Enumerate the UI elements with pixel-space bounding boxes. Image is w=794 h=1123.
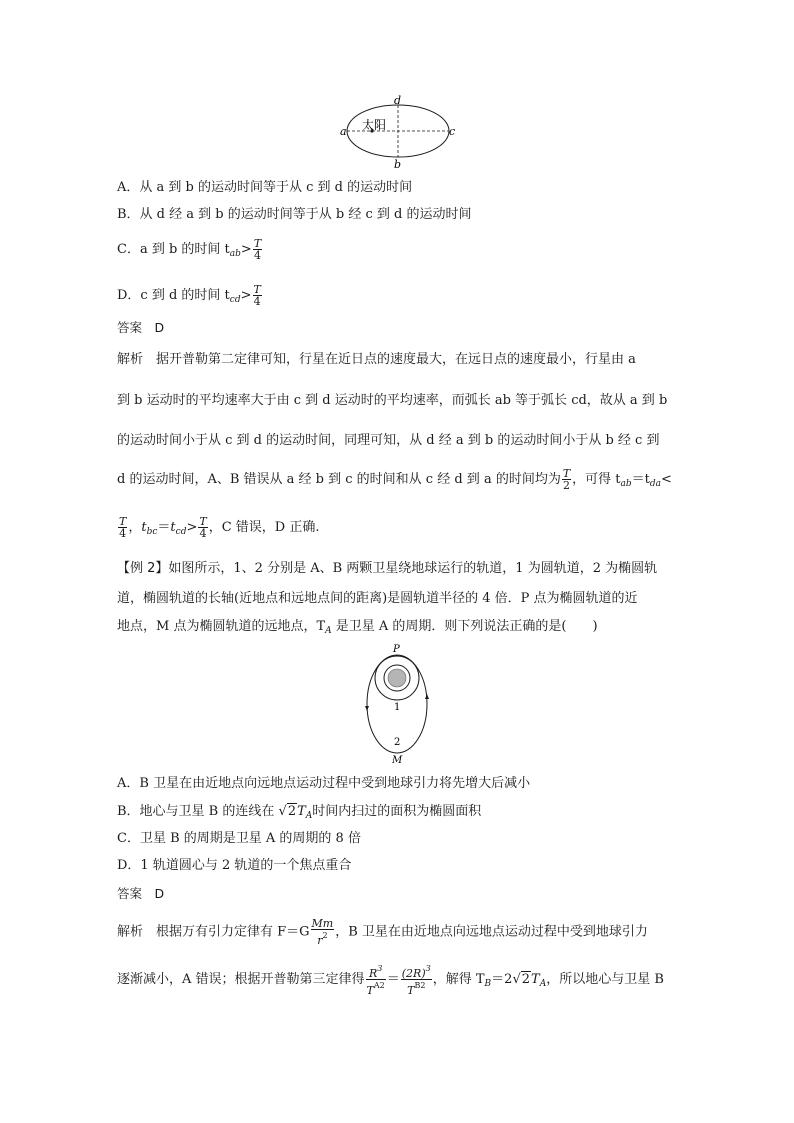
q2-exp1-text: 解析 根据万有引力定律有 F＝G bbox=[117, 924, 310, 940]
point-d-label: d bbox=[394, 94, 402, 107]
q2-option-b-suffix: 时间内扫过的面积为椭圆面积 bbox=[312, 804, 482, 819]
q1-option-c: C．a 到 b 的时间 $t_{ab}>$ $\frac{T}{4}$ bbox=[117, 237, 262, 262]
q1-exp4-fraction: $\frac{T}{2}$ bbox=[562, 467, 571, 492]
q2-option-d: D．1 轨道圆心与 2 轨道的一个焦点重合 bbox=[117, 858, 352, 873]
q2-label: 【例 2】 bbox=[117, 561, 169, 576]
q2-option-b bbox=[117, 804, 481, 824]
point-b-label: b bbox=[394, 158, 402, 170]
q2-stem-3: 地点，M 点为椭圆轨道的远地点，T bbox=[117, 619, 326, 634]
q1-option-c-sub: ab bbox=[229, 249, 241, 259]
orbit-1-label: 1 bbox=[394, 702, 401, 713]
q1-explanation-line-1: 解析 据开普勒第二定律可知，行星在近日点的速度最大，在远日点的速度最小，行星由 a bbox=[117, 352, 636, 367]
q1-option-d-text: D．c 到 d 的时间 t bbox=[117, 288, 230, 303]
q2-option-a: A．B 卫星在由近地点向远地点运动过程中受到地球引力将先增大后减小 bbox=[117, 776, 531, 791]
q1-explanation-line-4: d 的运动时间，A、B 错误从 a 经 b 到 c 的时间和从 c 经 d 到 a 的时间均为 $\frac{T}{2}$ ，可得 $t_{ab}=t_{da}<$ bbox=[117, 467, 672, 492]
q2-stem-line-3 bbox=[117, 619, 598, 639]
q1-option-a: A．从 a 到 b 的运动时间等于从 c 到 d 的运动时间 bbox=[117, 180, 413, 195]
orbit-figure-2 bbox=[355, 640, 440, 765]
orbit-2-label: 2 bbox=[394, 737, 401, 748]
q2-stem-3-rest: 是卫星 A 的周期．则下列说法正确的是( ) bbox=[331, 619, 598, 634]
q2-stem-1: 如图所示，1、2 分别是 A、B 两颗卫星绕地球运行的轨道，1 为圆轨道，2 为椭圆轨 bbox=[168, 561, 658, 576]
q2-stem-line-2: 道，椭圆轨道的长轴(近地点和远地点间的距离)是圆轨道半径的 4 倍．P 点为椭圆轨道的近 bbox=[117, 591, 638, 606]
point-c-label: c bbox=[449, 125, 456, 138]
q2-exp2-suffix: ，所以地心与卫星 B bbox=[546, 972, 664, 987]
sqrt2-ta: $√2T_A$ bbox=[278, 804, 313, 821]
q2-exp1-fraction: $\frac{Mm}{r^2}$ bbox=[311, 917, 334, 947]
q1-option-c-fraction: $\frac{T}{4}$ bbox=[253, 237, 262, 262]
q2-explanation-line-1 bbox=[117, 918, 648, 946]
sun-label: 太阳 bbox=[362, 118, 387, 132]
q2-exp2-fraction-2: $\frac{(2R)^3}{T^{B2}}$ bbox=[401, 964, 431, 997]
q1-option-b: B．从 d 经 a 到 b 的运动时间等于从 b 经 c 到 d 的运动时间 bbox=[117, 207, 472, 222]
point-p-label: P bbox=[393, 644, 400, 655]
q1-option-d-sub: cd bbox=[229, 295, 241, 305]
q1-exp5-fraction-1: $\frac{T}{4}$ bbox=[119, 515, 127, 540]
q1-explanation-line-5: $\frac{T}{4}$ ，$t_{bc}=t_{cd}>$ $\frac{T}{4}$ ，C 错误，D 正确. bbox=[119, 515, 320, 540]
q1-exp5-fraction-2: $\frac{T}{4}$ bbox=[199, 515, 207, 540]
q2-stem-3-sub: A bbox=[325, 626, 332, 636]
q1-answer: 答案 D bbox=[117, 320, 165, 335]
q2-exp2-fraction-1: $\frac{R^3}{T^{A2}}$ bbox=[366, 964, 385, 997]
orbit-arrow-right bbox=[425, 694, 429, 699]
q1-option-d: D．c 到 d 的时间 $t_{cd}>$ $\frac{T}{4}$ bbox=[117, 283, 261, 308]
point-m-label: M bbox=[392, 755, 403, 765]
q2-exp2-mid: ，解得 T bbox=[432, 972, 485, 987]
q2-exp1-suffix: ，B 卫星在由近地点向远地点运动过程中受到地球引力 bbox=[335, 924, 648, 940]
q2-explanation-line-2: 逐渐减小，A 错误；根据开普勒第三定律得 $\frac{R^3}{T^{A2}}$ ＝ $\frac{(2R)^3}{T^{B2}}$ ，解得 $T_B=2√2T_A$，所以地心与卫星 B bbox=[117, 964, 664, 997]
q2-exp2-text: 逐渐减小，A 错误；根据开普勒第三定律得 bbox=[117, 972, 365, 987]
q2-option-c: C．卫星 B 的周期是卫星 A 的周期的 8 倍 bbox=[117, 831, 361, 846]
q1-exp5-suffix: ，C 错误，D 正确. bbox=[208, 520, 320, 535]
q2-option-b-text: B．地心与卫星 B 的连线在 bbox=[117, 804, 279, 819]
point-a-label: a bbox=[340, 125, 347, 138]
q2-stem-line-1 bbox=[117, 561, 657, 577]
q1-explanation-line-3: 的运动时间小于从 c 到 d 的运动时间，同理可知，从 d 经 a 到 b 的运动时间小于从 b 经 c 到 bbox=[117, 433, 660, 448]
orbit-arrow-left bbox=[365, 706, 369, 711]
q1-explanation-line-2: 到 b 运动时的平均速率大于由 c 到 d 运动时的平均速率，而弧长 ab 等于弧长 cd，故从 a 到 b bbox=[117, 393, 668, 408]
orbit-figure-1 bbox=[338, 92, 458, 170]
earth-core bbox=[388, 669, 406, 687]
q1-exp4-text: d 的运动时间，A、B 错误从 a 经 b 到 c 的时间和从 c 经 d 到 a 的时间均为 bbox=[117, 472, 561, 487]
q1-option-c-text: C．a 到 b 的时间 t bbox=[117, 242, 230, 257]
q2-answer: 答案 D bbox=[117, 886, 165, 901]
q1-option-d-fraction: $\frac{T}{4}$ bbox=[253, 283, 261, 308]
q1-exp4-suffix: ，可得 t bbox=[572, 472, 621, 487]
